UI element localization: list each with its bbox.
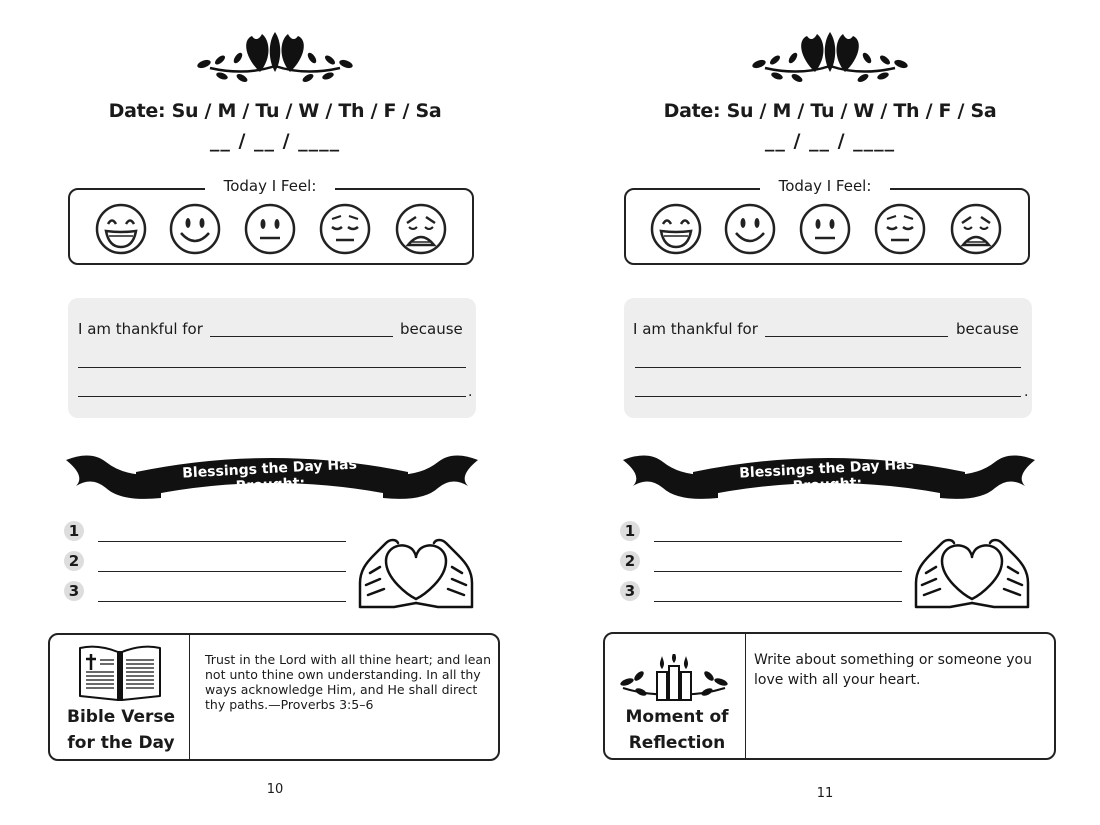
thankful-blank-line[interactable] [765,336,948,337]
bible-verse-title-line-1: Bible Verse [66,707,176,727]
date-days-line [60,100,490,122]
laughing-face-icon[interactable] [650,203,702,255]
date-blank: __ / __ / ____ [764,130,896,152]
thankful-box [624,298,1032,418]
laughing-face-icon[interactable] [95,203,147,255]
number-1: 1 [620,521,640,541]
blessing-line-2[interactable] [654,571,902,572]
thankful-line-2[interactable] [78,396,466,397]
page-number: 10 [266,782,284,797]
thankful-period: . [468,384,473,400]
right-page [555,0,1100,825]
number-3: 3 [620,581,640,601]
thankful-because: because [400,320,463,338]
feelings-title: Today I Feel: [205,177,335,195]
number-2: 2 [64,551,84,571]
crying-face-icon[interactable] [395,203,447,255]
banner-title: Blessings the Day Has Brought: [181,456,358,495]
reflection-title-line-2: Reflection [628,733,726,753]
weekday-options: : Su / M / Tu / W / Th / F / Sa [158,100,442,122]
thankful-blank-line[interactable] [210,336,393,337]
blessing-line-3[interactable] [98,601,346,602]
feelings-title: Today I Feel: [760,177,890,195]
number-3: 3 [64,581,84,601]
thankful-line-1[interactable] [78,367,466,368]
number-2: 2 [620,551,640,571]
bible-icon [78,642,162,702]
thankful-period: . [1024,384,1029,400]
sad-face-icon[interactable] [874,203,926,255]
thankful-prefix: I am thankful for [633,320,758,338]
thankful-line-1[interactable] [635,367,1021,368]
reflection-text: Write about something or someone you love with all your heart. [754,652,1032,688]
blessing-line-1[interactable] [654,541,902,542]
heart-hands-icon [356,533,476,609]
floral-ornament-icon [190,28,360,86]
blessing-line-3[interactable] [654,601,902,602]
reflection-title [608,704,746,756]
date-blank: __ / __ / ____ [209,130,341,152]
neutral-face-icon[interactable] [244,203,296,255]
page-number: 11 [816,786,834,801]
weekday-options: : Su / M / Tu / W / Th / F / Sa [713,100,997,122]
thankful-line-2[interactable] [635,396,1021,397]
number-1: 1 [64,521,84,541]
date-label: Date [663,100,713,122]
bible-verse-text: Trust in the Lord with all thine heart; and lean not unto thine own understanding. In all thy ways acknowledge Him, and He shall direct thy paths.—Proverbs 3:5–6 [205,652,492,712]
floral-ornament-icon [745,28,915,86]
date-label: Date [108,100,158,122]
sad-face-icon[interactable] [319,203,371,255]
blessing-line-1[interactable] [98,541,346,542]
bible-verse-title [52,704,190,756]
smiling-face-icon[interactable] [169,203,221,255]
heart-hands-icon [912,533,1032,609]
reflection-title-line-1: Moment of [625,707,729,727]
thankful-because: because [956,320,1019,338]
thankful-prefix: I am thankful for [78,320,203,338]
crying-face-icon[interactable] [950,203,1002,255]
neutral-face-icon[interactable] [799,203,851,255]
candles-icon [619,654,729,704]
banner-title: Blessings the Day Has Brought: [738,456,915,495]
date-days-line [615,100,1045,122]
smiling-face-icon[interactable] [724,203,776,255]
blessing-line-2[interactable] [98,571,346,572]
bible-verse-title-line-2: for the Day [67,733,175,753]
thankful-box [68,298,476,418]
